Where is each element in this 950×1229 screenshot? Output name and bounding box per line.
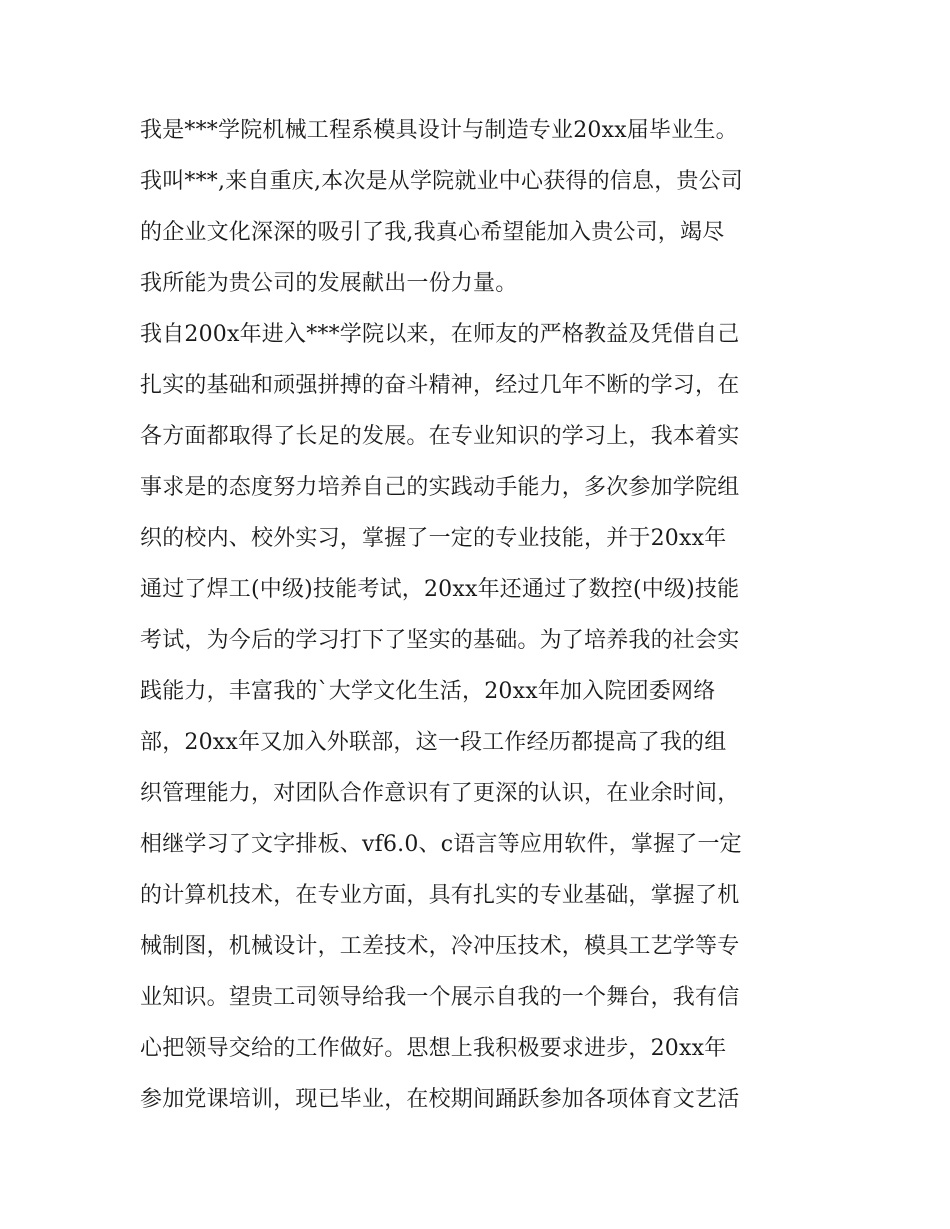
- text-line-1: 我是***学院机械工程系模具设计与制造专业20xx届毕业生。: [140, 118, 738, 143]
- text-line-9: 织的校内、校外实习，掌握了一定的专业技能，并于20xx年: [140, 526, 727, 551]
- text-line-10: 通过了焊工(中级)技能考试，20xx年还通过了数控(中级)技能: [140, 577, 740, 602]
- text-line-6: 扎实的基础和顽强拼搏的奋斗精神，经过几年不断的学习，在: [140, 373, 740, 398]
- text-line-3: 的企业文化深深的吸引了我,我真心希望能加入贵公司，竭尽: [140, 220, 725, 245]
- text-line-13: 部，20xx年又加入外联部，这一段工作经历都提高了我的组: [140, 730, 727, 755]
- text-line-15: 相继学习了文字排板、vf6.0、c语言等应用软件，掌握了一定: [140, 832, 742, 857]
- text-line-12: 践能力，丰富我的`大学文化生活，20xx年加入院团委网络: [140, 679, 716, 704]
- text-line-17: 械制图，机械设计，工差技术，冷冲压技术，模具工艺学等专: [140, 934, 740, 959]
- text-line-19: 心把领导交给的工作做好。思想上我积极要求进步，20xx年: [140, 1036, 727, 1061]
- document-body: [140, 105, 820, 1125]
- text-line-7: 各方面都取得了长足的发展。在专业知识的学习上，我本着实: [140, 424, 740, 449]
- text-line-16: 的计算机技术，在专业方面，具有扎实的专业基础，掌握了机: [140, 883, 740, 908]
- text-line-11: 考试，为今后的学习打下了坚实的基础。为了培养我的社会实: [140, 628, 740, 653]
- text-line-2: 我叫***,来自重庆,本次是从学院就业中心获得的信息，贵公司: [140, 169, 743, 194]
- text-line-8: 事求是的态度努力培养自己的实践动手能力，多次参加学院组: [140, 475, 740, 500]
- text-line-14: 织管理能力，对团队合作意识有了更深的认识，在业余时间，: [140, 781, 740, 806]
- text-line-5: 我自200x年进入***学院以来，在师友的严格教益及凭借自己: [140, 322, 740, 347]
- text-line-4: 我所能为贵公司的发展献出一份力量。: [140, 271, 518, 296]
- text-line-20: 参加党课培训，现已毕业，在校期间踊跃参加各项体育文艺活: [140, 1087, 740, 1112]
- text-line-18: 业知识。望贵工司领导给我一个展示自我的一个舞台，我有信: [140, 985, 740, 1010]
